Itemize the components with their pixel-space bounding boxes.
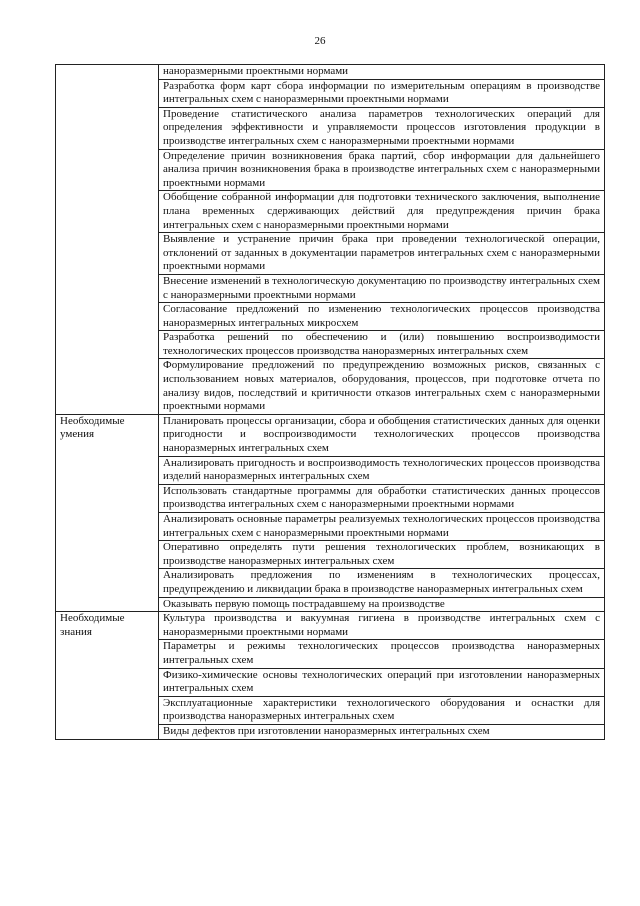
requirement-text: наноразмерными проектными нормами [163,65,349,77]
requirement-text: Формулирование предложений по предупреждению возможных рисков, связанных с использованием новых материалов, оборудования, процессов, при подготовке отчета по анализу видов, последствий и критичности отказов интегральных схем с наноразмерными проектными нормами [163,359,600,413]
table-row [56,612,605,640]
requirement-text: Планировать процессы организации, сбора и обобщения статистических данных для оценки пригодности и воспроизводимости технологических процессов производства наноразмерных интегральных схем [163,414,600,455]
requirement-text: Согласование предложений по изменению технологических процессов производства наноразмерных интегральных микросхем [163,303,600,329]
requirement-text: Культура производства и вакуумная гигиена в производстве интегральных схем с наноразмерными проектными нормами [163,612,600,638]
requirement-text: Физико-химические основы технологических операций при изготовлении наноразмерных интегральных схем [163,668,600,695]
requirement-cell [159,65,605,80]
requirement-cell [159,541,605,569]
requirement-text: Разработка решений по обеспечению и (или) повышению воспроизводимости технологических процессов производства наноразмерных интегральных схем [163,331,600,357]
requirement-cell [159,303,605,331]
table-row [56,414,605,456]
requirement-text: Использовать стандартные программы для обработки статистических данных процессов производства интегральных схем с наноразмерными проектными нормами [163,484,600,511]
requirement-cell [159,724,605,739]
requirement-text: Анализировать основные параметры реализуемых технологических процессов производства интегральных схем с наноразмерными проектными нормами [163,513,600,539]
requirement-cell [159,149,605,191]
requirement-cell [159,569,605,597]
requirement-text: Выявление и устранение причин брака при проведении технологической операции, отклонений от заданных в документации параметров интегральных схем с наноразмерными проектными нормами [163,233,600,273]
requirement-cell [159,191,605,233]
requirement-cell [159,696,605,724]
requirement-cell [159,668,605,696]
section-label: Необходимые умения [56,414,159,611]
requirement-cell [159,79,605,107]
requirement-text: Проведение статистического анализа параметров технологических операций для определения эффективности и управляемости процессов изготовления продукции в производстве интегральных схем с наноразмерными проектными нормами [163,107,600,147]
section-label [56,65,159,415]
requirement-text: Анализировать пригодность и воспроизводимость технологических процессов производства изделий наноразмерных интегральных схем [163,456,600,483]
requirements-table [55,64,605,740]
section-label: Необходимые знания [56,612,159,739]
requirement-text: Оказывать первую помощь пострадавшему на производстве [163,597,445,610]
requirement-cell [159,331,605,359]
requirement-text: Разработка форм карт сбора информации по измерительным операциям в производстве интегральных схем с наноразмерными проектными нормами [163,79,600,106]
requirement-text: Обобщение собранной информации для подготовки технического заключения, выполнение плана временных сдерживающих действий для предупреждения причин брака интегральных схем с наноразмерными проектными нормами [163,191,600,231]
requirement-cell [159,484,605,512]
table-row [56,65,605,80]
requirement-text: Анализировать предложения по изменениям в технологических процессах, предупреждению и ликвидации брака в производстве наноразмерных интегральных схем [163,569,600,595]
requirement-cell [159,359,605,414]
requirement-text: Виды дефектов при изготовлении наноразмерных интегральных схем [163,724,490,737]
requirement-cell [159,612,605,640]
requirement-text: Параметры и режимы технологических процессов производства наноразмерных интегральных схем [163,640,600,666]
requirement-cell [159,233,605,275]
requirement-cell [159,107,605,149]
requirement-cell [159,597,605,612]
requirement-cell [159,274,605,302]
requirement-cell [159,414,605,456]
requirement-text: Оперативно определять пути решения технологических проблем, возникающих в производстве наноразмерных интегральных схем [163,541,600,567]
requirement-cell [159,456,605,484]
requirements-table-body [56,65,605,740]
requirement-cell [159,513,605,541]
requirement-text: Внесение изменений в технологическую документацию по производству интегральных схем с наноразмерными проектными нормами [163,274,600,301]
requirement-text: Определение причин возникновения брака партий, сбор информации для дальнейшего анализа причин возникновения брака в производстве интегральных схем с наноразмерными проектными нормами [163,149,600,189]
requirement-cell [159,640,605,668]
page-number: 26 [314,35,326,47]
requirement-text: Эксплуатационные характеристики технологического оборудования и оснастки для производства наноразмерных интегральных схем [163,696,600,723]
